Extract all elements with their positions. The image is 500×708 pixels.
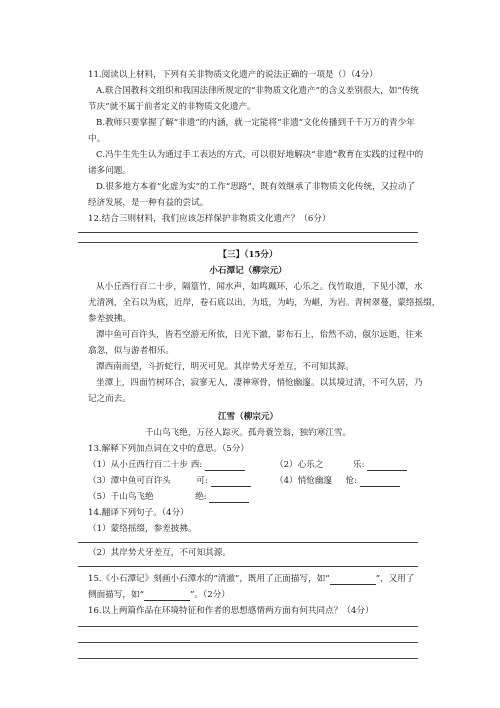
q13-item-3-blank[interactable]	[211, 477, 251, 487]
answer-line	[78, 626, 418, 627]
q11-option-a-line2: 节庆”就不属于前者定义的非物质文化遗产。	[88, 102, 256, 112]
q13-item-5-blank[interactable]	[209, 493, 249, 503]
q15-line-2-tail: ”。（2分）	[189, 590, 230, 600]
q14-sentence-2: （2）其岸势犬牙差互，不可知其源。	[88, 548, 231, 558]
answer-line	[78, 658, 418, 659]
q11-option-b-line1: B.教师只要掌握了解“非遗”的内涵，就一定能将“非遗”文化传播到千千万万的青少年	[96, 118, 415, 128]
q13-item-3-word: 可:	[196, 476, 208, 486]
q13-item-4-label: （4）悄怆幽邃	[275, 476, 333, 486]
q14-sentence-1: （1）蒙络摇缀，参差披拂。	[88, 524, 197, 534]
answer-line	[78, 642, 418, 643]
q13-item-1-blank[interactable]	[205, 461, 245, 471]
q14-stem: 14.翻译下列句子。（4分）	[88, 508, 189, 518]
q15-line-2-text: 侧面描写，如“	[88, 590, 144, 600]
q13-item-3-label: （3）潭中鱼可百许头	[88, 476, 171, 486]
q13-item-5	[88, 492, 249, 503]
q13-item-1-label: （1）从小丘西行百二十步 西:	[88, 460, 203, 470]
q11-option-c-line1: C.冯牛生先生认为通过手工表达的方式，可以很好地解决“非遗”教育在实践的过程中的	[96, 150, 424, 160]
q11-option-b-line2: 中。	[88, 134, 106, 144]
q11-option-d-line1: D.很多地方本着“化虚为实”的工作“思路”，既有效继承了非物质文化传统，又拉动了	[96, 182, 416, 192]
passage-paragraph-4-line2: 记之而去。	[88, 394, 131, 404]
passage-title-1: 小石潭记（柳宗元）	[209, 266, 287, 276]
q11-option-c-line2: 诸多问题。	[88, 166, 131, 176]
q13-item-2-blank[interactable]	[367, 461, 407, 471]
q11-stem: 11.阅读以上材料，下列有关非物质文化遗产的说法正确的一项是（）（4分）	[88, 70, 378, 80]
q16-stem: 16.以上两篇作品在环境特征和作者的思想感情两方面有何共同点？（4分）	[88, 606, 374, 616]
q13-item-4-word: 怆:	[345, 476, 357, 486]
passage-paragraph-1-line2: 尤清冽，全石以为底，近岸，卷石底以出，为坻，为屿，为嵁，为岩。青树翠蔓，蒙络摇缀，	[88, 298, 441, 308]
answer-line	[78, 242, 418, 243]
poem-text: 千山鸟飞绝，万径人踪灭。孤舟蓑笠翁，独钓寒江雪。	[144, 428, 352, 438]
passage-paragraph-1-line3: 参差披拂。	[88, 314, 131, 324]
q13-item-1	[88, 460, 245, 471]
q13-item-5-label: （5）千山鸟飞绝	[88, 492, 154, 502]
q13-item-3	[88, 476, 251, 487]
q13-item-2-word: 乐:	[352, 460, 365, 470]
passage-paragraph-2-line1: 潭中鱼可百许头，皆若空游无所依，日光下澈，影布石上，佁然不动，俶尔远逝，往来	[96, 330, 423, 340]
q15-line-1	[88, 574, 414, 585]
q15-blank-2[interactable]	[144, 591, 190, 601]
q12-stem: 12.结合三则材料，我们应该怎样保护非物质文化遗产？（6分）	[88, 214, 331, 224]
q13-item-2-label: （2）心乐之	[275, 460, 324, 470]
section-header: 【三】（15分）	[218, 250, 278, 260]
q13-item-2	[275, 460, 407, 471]
q13-item-4-blank[interactable]	[360, 477, 400, 487]
passage-paragraph-1-line1: 从小丘西行百二十步，隔篁竹，闻水声，如鸣珮环，心乐之。伐竹取道，下见小潭，水	[96, 282, 423, 292]
passage-paragraph-3-line1: 潭西南而望，斗折蛇行，明灭可见。其岸势犬牙差互，不可知其源。	[96, 362, 354, 372]
q13-item-5-word: 绝:	[195, 492, 207, 502]
q11-option-a-line1: A.联合国教科文组织和我国法律所规定的“非物质文化遗产”的含义差别很大，如“传统	[96, 86, 419, 96]
passage-paragraph-4-line1: 坐潭上，四面竹树环合，寂寥无人，凄神寒骨，悄怆幽邃。以其境过清，不可久居，乃	[96, 378, 423, 388]
answer-line	[78, 232, 418, 233]
answer-line	[78, 566, 418, 567]
q15-line-1-tail: ”，又用了	[375, 574, 415, 584]
q15-line-2	[88, 590, 230, 601]
q15-line-1-text: 15.《小石潭记》刻画小石潭水的“清澈”，既用了正面描写，如“	[88, 574, 330, 584]
answer-line	[78, 542, 418, 543]
q15-blank-1[interactable]	[330, 575, 376, 585]
passage-paragraph-2-line2: 翕忽，似与游者相乐。	[88, 346, 174, 356]
q13-item-4	[275, 476, 400, 487]
q13-stem: 13.解释下列加点词在文中的意思。（5分）	[88, 444, 249, 454]
passage-title-2: 江雪（柳宗元）	[217, 412, 279, 422]
q11-option-d-line2: 经济发展，是一种有益的尝试。	[88, 198, 209, 208]
